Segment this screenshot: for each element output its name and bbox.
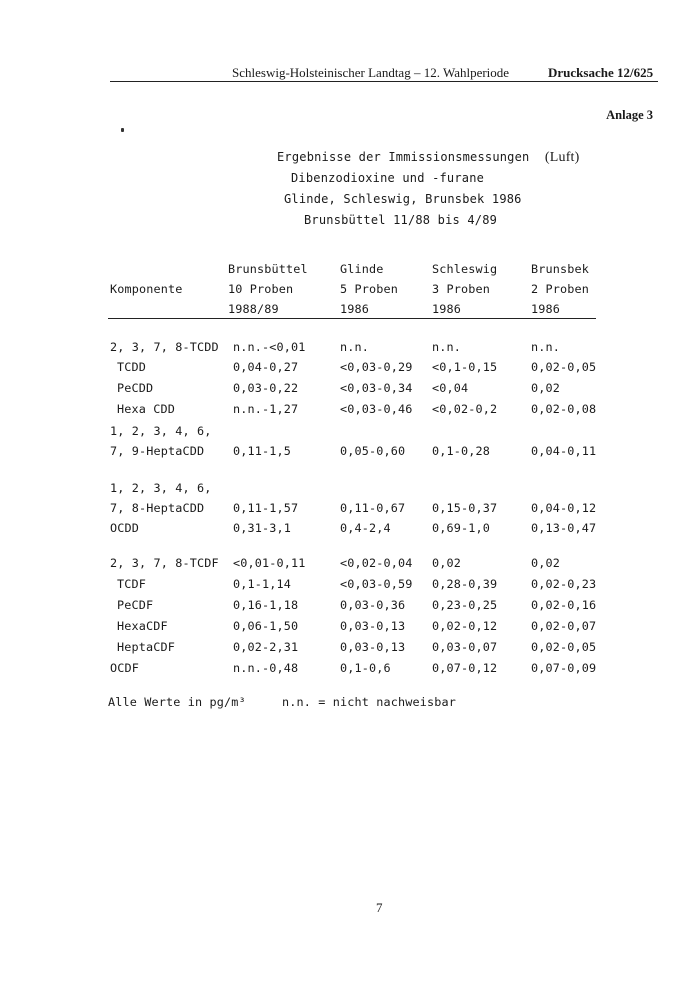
column-header-name: Schleswig <box>432 262 498 276</box>
title-line-1 <box>277 150 580 166</box>
table-cell: 0,16-1,18 <box>233 598 299 612</box>
row-label: 2, 3, 7, 8-TCDF <box>110 556 219 570</box>
row-label: TCDD <box>117 360 147 374</box>
document-number: Drucksache 12/625 <box>548 65 654 80</box>
row-label: TCDF <box>117 577 147 591</box>
table-cell: <0,02-0,2 <box>432 402 498 416</box>
table-header-rule <box>108 318 596 319</box>
column-header-komponente: Komponente <box>110 282 183 296</box>
table-cell: <0,03-0,59 <box>340 577 413 591</box>
table-cell: 0,03-0,13 <box>340 640 406 654</box>
title-line-3: Glinde, Schleswig, Brunsbek 1986 <box>284 192 522 206</box>
table-cell: 0,02 <box>432 556 462 570</box>
column-header-period: 1988/89 <box>228 302 279 316</box>
table-cell: <0,01-0,11 <box>233 556 306 570</box>
table-cell: 0,03-0,36 <box>340 598 406 612</box>
table-cell: 0,03-0,22 <box>233 381 299 395</box>
row-label: HeptaCDF <box>117 640 176 654</box>
row-label: PeCDD <box>117 381 154 395</box>
table-cell: n.n. <box>531 340 561 354</box>
table-cell: 0,02-0,05 <box>531 360 597 374</box>
table-cell: <0,03-0,34 <box>340 381 413 395</box>
table-cell: 0,04-0,12 <box>531 501 597 515</box>
table-cell: 0,69-1,0 <box>432 521 491 535</box>
header-rule <box>110 81 658 82</box>
table-cell: 0,1-0,28 <box>432 444 491 458</box>
table-cell: 0,02-0,07 <box>531 619 597 633</box>
footnote-unit: Alle Werte in pg/m³ <box>108 695 246 709</box>
title-luft: (Luft) <box>544 150 580 165</box>
table-cell: 0,03-0,13 <box>340 619 406 633</box>
header-title: Schleswig-Holsteinischer Landtag – 12. Wahlperiode <box>232 65 510 80</box>
column-header-proben: 2 Proben <box>531 282 590 296</box>
column-header-name: Glinde <box>340 262 384 276</box>
table-cell: 0,04-0,11 <box>531 444 597 458</box>
table-cell: <0,03-0,46 <box>340 402 413 416</box>
title-line-4: Brunsbüttel 11/88 bis 4/89 <box>304 213 498 227</box>
table-cell: <0,04 <box>432 381 469 395</box>
table-cell: 0,1-1,14 <box>233 577 292 591</box>
table-cell: 0,02-0,12 <box>432 619 498 633</box>
table-cell: 0,11-0,67 <box>340 501 406 515</box>
stray-mark <box>121 128 124 132</box>
annex-label: Anlage 3 <box>606 108 653 122</box>
table-cell: 0,15-0,37 <box>432 501 498 515</box>
column-header-name: Brunsbek <box>531 262 590 276</box>
column-header-proben: 5 Proben <box>340 282 399 296</box>
table-cell: 0,05-0,60 <box>340 444 406 458</box>
title-line-2: Dibenzodioxine und -furane <box>291 171 485 185</box>
row-label: HexaCDF <box>117 619 168 633</box>
column-header-proben: 3 Proben <box>432 282 491 296</box>
column-header-period: 1986 <box>340 302 370 316</box>
table-cell: 0,03-0,07 <box>432 640 498 654</box>
footnote-legend: n.n. = nicht nachweisbar <box>282 695 457 709</box>
table-cell: n.n. <box>340 340 370 354</box>
table-cell: 0,02-0,23 <box>531 577 597 591</box>
table-cell: 0,1-0,6 <box>340 661 391 675</box>
table-cell: <0,1-0,15 <box>432 360 498 374</box>
row-label: Hexa CDD <box>117 402 176 416</box>
table-cell: n.n.-<0,01 <box>233 340 306 354</box>
table-cell: 0,02-0,08 <box>531 402 597 416</box>
table-cell: 0,13-0,47 <box>531 521 597 535</box>
row-label: 7, 9-HeptaCDD <box>110 444 205 458</box>
table-cell: 0,4-2,4 <box>340 521 391 535</box>
page-number: 7 <box>376 900 383 915</box>
table-cell: 0,11-1,57 <box>233 501 299 515</box>
table-cell: 0,02 <box>531 556 561 570</box>
table-cell: 0,31-3,1 <box>233 521 292 535</box>
table-cell: 0,23-0,25 <box>432 598 498 612</box>
row-label: OCDD <box>110 521 140 535</box>
row-label: PeCDF <box>117 598 154 612</box>
table-cell: 0,07-0,12 <box>432 661 498 675</box>
table-cell: 0,11-1,5 <box>233 444 292 458</box>
table-cell: <0,03-0,29 <box>340 360 413 374</box>
row-label: OCDF <box>110 661 140 675</box>
table-cell: 0,07-0,09 <box>531 661 597 675</box>
table-cell: 0,02-2,31 <box>233 640 299 654</box>
table-cell: n.n. <box>432 340 462 354</box>
row-label: 1, 2, 3, 4, 6, <box>110 481 212 495</box>
column-header-name: Brunsbüttel <box>228 262 308 276</box>
title-main: Ergebnisse der Immissionsmessungen <box>277 150 530 164</box>
row-label: 1, 2, 3, 4, 6, <box>110 424 212 438</box>
table-cell: 0,02 <box>531 381 561 395</box>
row-label: 2, 3, 7, 8-TCDD <box>110 340 219 354</box>
column-header-period: 1986 <box>432 302 462 316</box>
table-cell: n.n.-1,27 <box>233 402 299 416</box>
table-cell: n.n.-0,48 <box>233 661 299 675</box>
table-cell: 0,02-0,05 <box>531 640 597 654</box>
table-cell: 0,28-0,39 <box>432 577 498 591</box>
column-header-proben: 10 Proben <box>228 282 294 296</box>
table-cell: 0,02-0,16 <box>531 598 597 612</box>
table-cell: <0,02-0,04 <box>340 556 413 570</box>
table-cell: 0,04-0,27 <box>233 360 299 374</box>
row-label: 7, 8-HeptaCDD <box>110 501 205 515</box>
table-cell: 0,06-1,50 <box>233 619 299 633</box>
column-header-period: 1986 <box>531 302 561 316</box>
